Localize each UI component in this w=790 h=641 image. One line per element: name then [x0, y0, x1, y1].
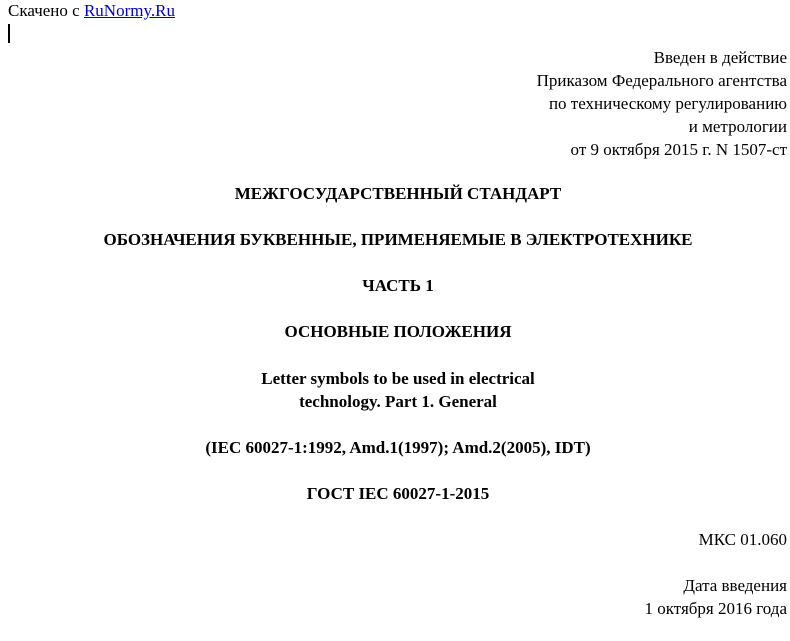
source-prefix: Скачено с: [8, 1, 80, 20]
source-line: [8, 1, 175, 21]
approval-block: [537, 46, 787, 161]
approval-line: по техническому регулированию: [548, 94, 787, 113]
english-title-line: technology. Part 1. General: [299, 392, 497, 411]
approval-line: и метрологии: [688, 117, 787, 136]
mks-code: МКС 01.060: [698, 530, 787, 549]
document-part: ЧАСТЬ 1: [362, 276, 434, 295]
intro-date-label: Дата введения: [683, 576, 787, 595]
source-link[interactable]: RuNormy.Ru: [83, 1, 175, 20]
iec-reference: (IEC 60027-1:1992, Amd.1(1997); Amd.2(2005), IDT): [205, 438, 591, 457]
text-cursor: [8, 24, 10, 43]
approval-line: Введен в действие: [653, 48, 787, 67]
standard-type: МЕЖГОСУДАРСТВЕННЫЙ СТАНДАРТ: [234, 184, 562, 203]
english-title: [0, 367, 790, 413]
intro-date: 1 октября 2016 года: [644, 599, 787, 618]
document-subtitle: ОСНОВНЫЕ ПОЛОЖЕНИЯ: [284, 322, 512, 341]
document-title: ОБОЗНАЧЕНИЯ БУКВЕННЫЕ, ПРИМЕНЯЕМЫЕ В ЭЛЕКТРОТЕХНИКЕ: [103, 230, 693, 249]
approval-line: Приказом Федерального агентства: [536, 71, 787, 90]
approval-line: от 9 октября 2015 г. N 1507-ст: [570, 140, 787, 159]
gost-number: ГОСТ IEC 60027-1-2015: [306, 484, 490, 503]
english-title-line: Letter symbols to be used in electrical: [261, 369, 535, 388]
